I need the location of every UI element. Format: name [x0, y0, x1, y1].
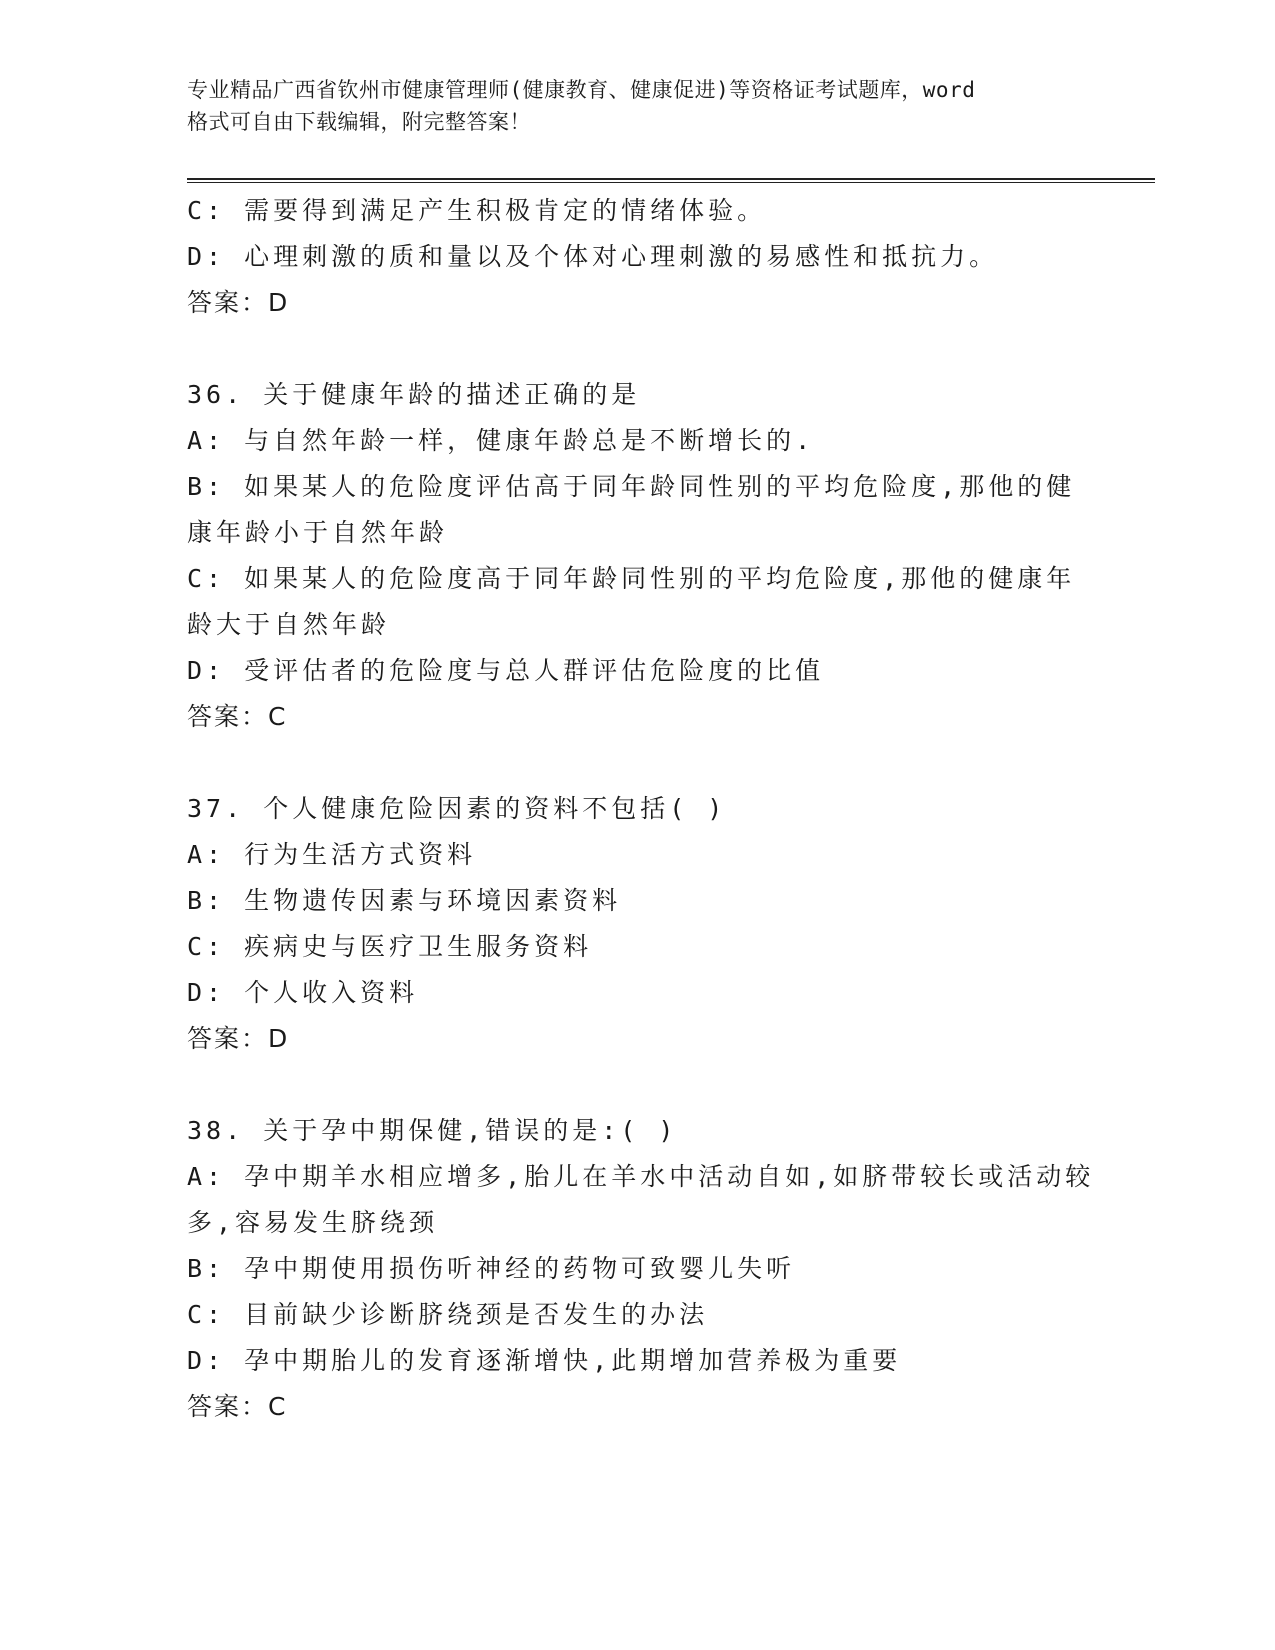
option-a-continued: 多,容易发生脐绕颈	[187, 1208, 439, 1237]
question-stem: 37. 个人健康危险因素的资料不包括( )	[187, 794, 727, 823]
question-content	[187, 188, 1095, 1430]
spacer	[187, 1062, 1087, 1108]
option-a: A: 与自然年龄一样，健康年龄总是不断增长的.	[187, 426, 815, 455]
option-c: C: 如果某人的危险度高于同年龄同性别的平均危险度,那他的健康年	[187, 564, 1076, 593]
continued-question	[187, 188, 1087, 326]
option-d: D: 受评估者的危险度与总人群评估危险度的比值	[187, 656, 825, 685]
answer: 答案：C	[187, 1392, 288, 1421]
question-38	[187, 1108, 1095, 1430]
option-d: D: 孕中期胎儿的发育逐渐增快,此期增加营养极为重要	[187, 1346, 902, 1375]
option-a: A: 行为生活方式资料	[187, 840, 477, 869]
header-divider-thick	[187, 178, 1155, 180]
question-stem: 36. 关于健康年龄的描述正确的是	[187, 380, 641, 409]
header-line-1: 专业精品广西省钦州市健康管理师(健康教育、健康促进)等资格证考试题库，word	[187, 78, 976, 102]
question-36	[187, 372, 1087, 740]
header-divider-thin	[187, 182, 1155, 183]
option-a: A: 孕中期羊水相应增多,胎儿在羊水中活动自如,如脐带较长或活动较	[187, 1162, 1095, 1191]
option-c: C: 疾病史与医疗卫生服务资料	[187, 932, 593, 961]
spacer	[187, 740, 1087, 786]
answer: 答案：C	[187, 702, 288, 731]
option-b: B: 生物遗传因素与环境因素资料	[187, 886, 622, 915]
option-d: D: 心理刺激的质和量以及个体对心理刺激的易感性和抵抗力。	[187, 242, 999, 271]
option-b: B: 孕中期使用损伤听神经的药物可致婴儿失听	[187, 1254, 796, 1283]
answer: 答案：D	[187, 288, 290, 317]
document-header	[187, 74, 1087, 138]
option-d: D: 个人收入资料	[187, 978, 419, 1007]
answer: 答案：D	[187, 1024, 290, 1053]
option-c: C: 目前缺少诊断脐绕颈是否发生的办法	[187, 1300, 709, 1329]
option-b: B: 如果某人的危险度评估高于同年龄同性别的平均危险度,那他的健	[187, 472, 1076, 501]
question-stem: 38. 关于孕中期保健,错误的是:( )	[187, 1116, 678, 1145]
option-c-continued: 龄大于自然年龄	[187, 610, 391, 639]
question-37	[187, 786, 1087, 1062]
option-b-continued: 康年龄小于自然年龄	[187, 518, 449, 547]
option-c: C: 需要得到满足产生积极肯定的情绪体验。	[187, 196, 767, 225]
spacer	[187, 326, 1087, 372]
header-line-2: 格式可自由下载编辑，附完整答案！	[187, 110, 531, 134]
